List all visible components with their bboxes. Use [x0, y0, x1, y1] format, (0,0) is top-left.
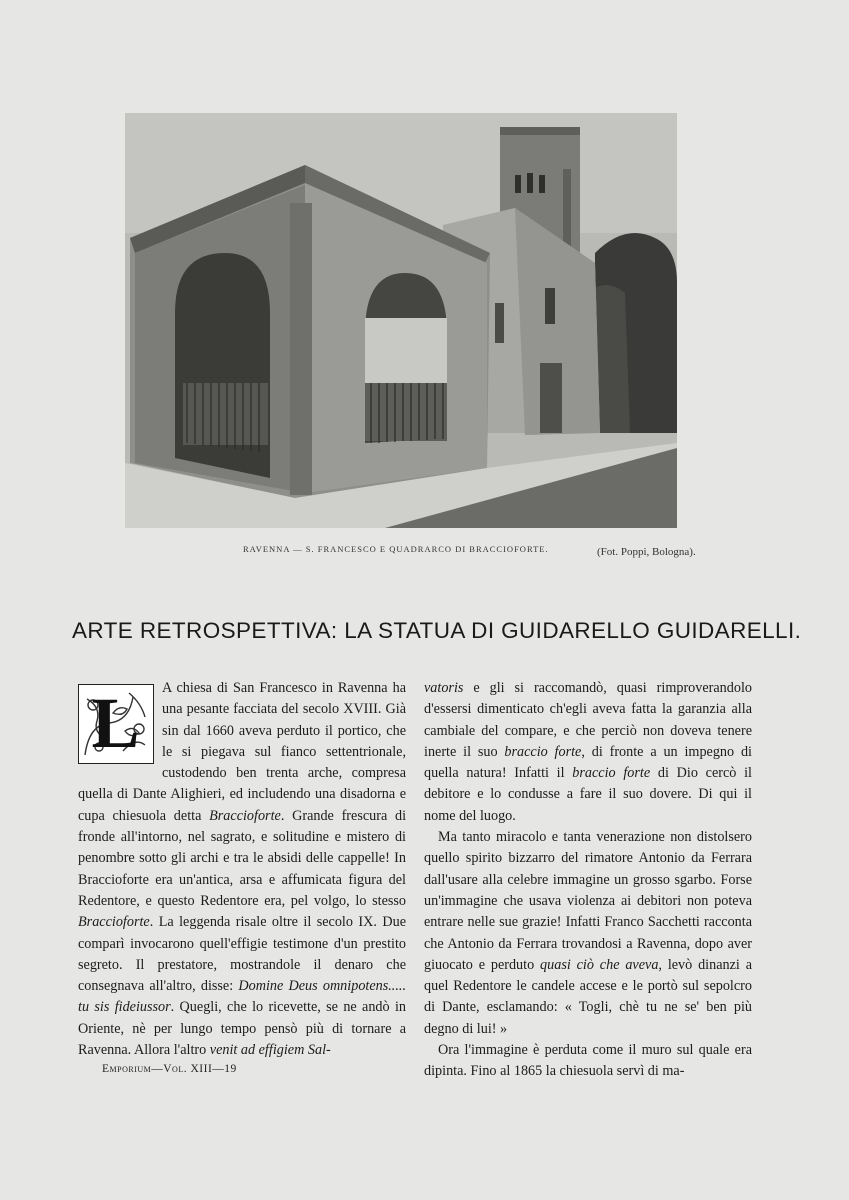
photo-credit: (Fot. Poppi, Bologna). [597, 546, 696, 558]
photo-caption: RAVENNA — S. FRANCESCO E QUADRARCO DI BRACCIOFORTE. [243, 544, 549, 554]
page-folio: Emporium—Vol. XIII—19 [102, 1063, 237, 1075]
church-photograph [125, 113, 677, 528]
paragraph: vatoris e gli si raccomandò, quasi rimproverandolo d'essersi dimenticato ch'egli aveva fatta la garanzia alla cambiale del compare, e che perciò non doveva tenere inerte il suo braccio forte, di fronte a un impegno di quella natura! Infatti il braccio forte di Dio cercò il debitore e lo condusse a fare il suo dovere. Di qui il nome del luogo. [424, 680, 752, 824]
ornamental-dropcap [78, 684, 154, 764]
article-title: ARTE RETROSPETTIVA: LA STATUA DI GUIDARELLO GUIDARELLI. [72, 618, 802, 643]
text-column-right [424, 678, 752, 1083]
photo-drawing [125, 113, 677, 528]
paragraph: Ora l'immagine è perduta come il muro sul quale era dipinta. Fino al 1865 la chiesuola servì di ma- [424, 1042, 752, 1080]
paragraph: Ma tanto miracolo e tanta venerazione non distolsero quello spirito bizzarro del rimatore Antonio da Ferrara dall'usare alla celebre immagine un grosso sgarbo. Forse un'immagine che usava violenza ai debitori non poteva entrare nelle sue grazie! Infatti Franco Sacchetti racconta che Antonio da Ferrara trovandosi a Ravenna, dopo aver giuocato e perduto quasi ciò che aveva, levò dinanzi a quel Redentore le candele accese e le portò sul sepolcro di Dante, esclamando: « Togli, chè tu ne se' ben più degno di lui! » [424, 829, 752, 1037]
paragraph: L A chiesa di San Francesco in Ravenna ha una pesante facciata del secolo XVIII. Già sin dal 1660 aveva perduto il portico, che le si piegava sul fianco settentrionale, custodendo ben trenta arche, compresa quella di Dante Alighieri, ed includendo una disadorna e cupa chiesuola detta Braccioforte. Grande frescura di fronde all'intorno, nel sagrato, e solitudine e mistero di penombre sotto gli archi e tra le absidi delle cappelle! In Braccioforte era un'antica, arsa e affumicata figura del Redentore, e questo Redentore era, pel volgo, lo stesso Braccioforte. La leggenda risale oltre il secolo IX. Due comparì invocarono quell'effigie testimone d'un prestito segreto. Il prestatore, mostrandole il denaro che consegnava all'altro, disse: Domine Deus omnipotens..... tu sis fideiussor. Quegli, che lo ricevette, se ne andò in Oriente, nè per lungo tempo pensò più di tornare a Ravenna. Allora l'altro venit ad effigiem Sal- [78, 680, 407, 1059]
text-column-left [78, 678, 406, 1061]
dropcap-letter: L [91, 683, 140, 763]
